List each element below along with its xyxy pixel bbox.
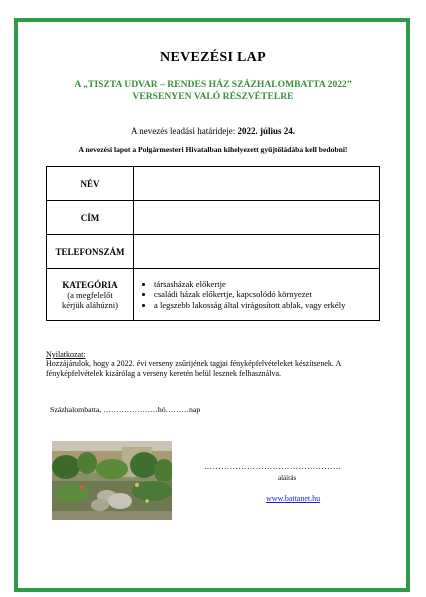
address-field[interactable] (134, 201, 380, 235)
category-list (134, 279, 379, 311)
name-label: NÉV (47, 167, 134, 201)
entry-form-table (46, 166, 380, 321)
category-options-cell (134, 269, 380, 321)
category-note-line-1: (a megfelelőt (67, 289, 113, 300)
page-title: NEVEZÉSI LAP (160, 50, 266, 65)
website-link[interactable]: www.battanet.hu (266, 494, 321, 503)
garden-photo (52, 441, 172, 520)
phone-label: TELEFONSZÁM (47, 235, 134, 269)
declaration-text: Hozzájárulok, hogy a 2022. évi verseny zsűrijének tagjai fényképfelvételeket készítsenek. A fényképfelvételek kizárólag a verseny keretén belül lesznek felhasználva. (46, 359, 341, 378)
category-row (47, 269, 380, 321)
declaration-heading: Nyilatkozat: (46, 350, 86, 359)
name-row (47, 167, 380, 201)
category-label: KATEGÓRIA (62, 279, 118, 290)
signature-caption: aláírás (278, 474, 297, 482)
subtitle-line-2: VERSENYEN VALÓ RÉSZVÉTELRE (132, 91, 294, 102)
deadline-prefix: A nevezés leadási határideje: (131, 126, 238, 136)
category-option-family-house[interactable]: • családi házak előkertje, kapcsolódó környezet (154, 289, 375, 300)
phone-row (47, 235, 380, 269)
category-option-window-balcony[interactable]: • a legszebb lakosság által virágosított ablak, vagy erkély (154, 300, 375, 311)
category-option-condominium[interactable]: • társasházak előkertje (154, 279, 375, 290)
subtitle-line-1: A „TISZTA UDVAR – RENDES HÁZ SZÁZHALOMBATTA 2022” (74, 79, 352, 90)
signature-line: ………………………………………… (204, 462, 342, 471)
category-note-line-2: kérjük aláhúzni) (61, 299, 119, 310)
submission-instruction: A nevezési lapot a Polgármesteri Hivatalban kihelyezett gyűjtőládába kell bedobni! (78, 145, 348, 154)
name-field[interactable] (134, 167, 380, 201)
address-label: CÍM (47, 201, 134, 235)
deadline-date: 2022. július 24. (237, 126, 295, 136)
date-line: Százhalombatta, …………………hó………nap (50, 405, 201, 414)
phone-field[interactable] (134, 235, 380, 269)
category-label-cell (47, 269, 134, 321)
address-row (47, 201, 380, 235)
deadline-text (0, 126, 426, 136)
